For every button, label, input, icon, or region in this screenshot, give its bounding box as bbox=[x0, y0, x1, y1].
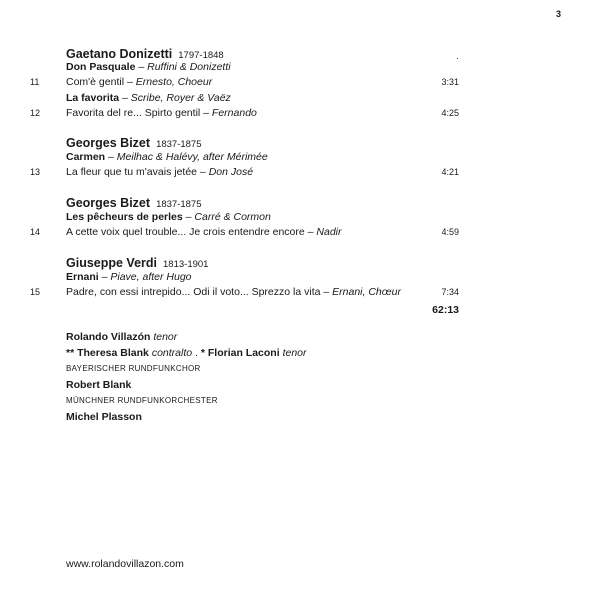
track-duration: 3:31 bbox=[441, 77, 459, 87]
composer-heading bbox=[66, 134, 202, 152]
track-role: Don José bbox=[208, 166, 254, 178]
credits bbox=[66, 329, 307, 425]
performer-name bbox=[66, 347, 149, 359]
dash: – bbox=[203, 107, 209, 119]
composer-dates: 1837-1875 bbox=[156, 199, 202, 210]
track-title-text: Com'è gentil bbox=[66, 76, 125, 88]
composer-name: Giuseppe Verdi bbox=[66, 256, 158, 270]
track-number: 14 bbox=[30, 227, 41, 237]
opera-title: Les pêcheurs de perles bbox=[66, 211, 183, 223]
credit-guest-soloists bbox=[66, 345, 307, 361]
orchestra-name: MÜNCHNER RUNDFUNKORCHESTER bbox=[66, 396, 218, 405]
librettist: Scribe, Royer & Vaëz bbox=[130, 92, 231, 104]
voice-type: tenor bbox=[282, 347, 307, 359]
asterisk-marker: * bbox=[200, 347, 208, 359]
track-role: Ernani, Chœur bbox=[332, 286, 402, 298]
track-title-text: Favorita del re... Spirto gentil bbox=[66, 107, 201, 119]
track-role: Nadir bbox=[316, 226, 342, 238]
dash: – bbox=[108, 151, 114, 163]
choir-name: BAYERISCHER RUNDFUNKCHOR bbox=[66, 364, 201, 373]
dash: – bbox=[138, 61, 145, 73]
opera-title: Don Pasquale bbox=[66, 61, 136, 73]
opera-title: La favorita bbox=[66, 92, 120, 104]
opera-line bbox=[66, 151, 268, 163]
composer-dates: 1797-1848 bbox=[178, 50, 224, 61]
voice-type: contralto bbox=[151, 347, 193, 359]
track-duration: 4:59 bbox=[441, 227, 459, 237]
dash: – bbox=[307, 226, 314, 238]
track-title-text: La fleur que tu m'avais jetée bbox=[66, 166, 197, 178]
dash: – bbox=[126, 76, 133, 88]
performer-name bbox=[201, 347, 280, 359]
track-number: 15 bbox=[30, 287, 41, 297]
credit-soloist bbox=[66, 329, 307, 345]
dash: – bbox=[101, 271, 108, 283]
composer-heading bbox=[66, 254, 208, 272]
track-row bbox=[0, 76, 600, 90]
track-title bbox=[66, 107, 257, 119]
track-number: 11 bbox=[30, 77, 40, 87]
opera-line bbox=[66, 92, 231, 104]
composer-dates: 1813-1901 bbox=[163, 259, 209, 270]
dash: – bbox=[185, 211, 192, 223]
track-row bbox=[0, 166, 600, 180]
dash: – bbox=[122, 92, 128, 104]
voice-type: tenor bbox=[153, 331, 178, 343]
chorus-master-name: Robert Blank bbox=[66, 379, 132, 391]
composer-name: Georges Bizet bbox=[66, 136, 151, 150]
track-title-text: Padre, con essi intrepido... Odi il voto... Sprezzo la vita bbox=[66, 286, 321, 298]
track-duration: 7:34 bbox=[441, 287, 459, 297]
performer-name: Rolando Villazón bbox=[66, 331, 151, 343]
track-title bbox=[66, 76, 212, 88]
separator: . bbox=[192, 347, 201, 359]
librettist: Piave, after Hugo bbox=[110, 271, 192, 283]
track-row bbox=[0, 226, 600, 240]
track-number: 12 bbox=[30, 108, 41, 118]
opera-line bbox=[66, 271, 192, 283]
track-duration: 4:25 bbox=[441, 108, 459, 118]
conductor-name: Michel Plasson bbox=[66, 411, 142, 423]
stray-mark: · bbox=[456, 53, 459, 63]
opera-line bbox=[66, 211, 271, 223]
librettist: Ruffini & Donizetti bbox=[147, 61, 231, 73]
page-number: 3 bbox=[556, 9, 562, 19]
opera-title: Carmen bbox=[66, 151, 106, 163]
dash: – bbox=[323, 286, 330, 298]
composer-heading bbox=[66, 194, 202, 212]
track-role: Ernesto, Choeur bbox=[135, 76, 213, 88]
track-title-text: A cette voix quel trouble... Je crois entendre encore bbox=[66, 226, 305, 238]
composer-name: Georges Bizet bbox=[66, 196, 151, 210]
total-time: 62:13 bbox=[432, 304, 459, 316]
track-number: 13 bbox=[30, 167, 41, 177]
opera-title: Ernani bbox=[66, 271, 99, 283]
track-row bbox=[0, 107, 600, 121]
track-role: Fernando bbox=[211, 107, 257, 119]
website-url: www.rolandovillazon.com bbox=[66, 558, 184, 570]
dash: – bbox=[199, 166, 206, 178]
track-title bbox=[66, 166, 253, 178]
performer-name-text: Florian Laconi bbox=[207, 347, 280, 359]
librettist: Meilhac & Halévy, after Mérimée bbox=[116, 151, 268, 163]
asterisk-marker: ** bbox=[66, 347, 78, 359]
track-duration: 4:21 bbox=[441, 167, 459, 177]
track-title bbox=[66, 226, 342, 238]
composer-name: Gaetano Donizetti bbox=[66, 47, 173, 61]
composer-dates: 1837-1875 bbox=[156, 139, 202, 150]
track-row bbox=[0, 286, 600, 300]
performer-name-text: Theresa Blank bbox=[77, 347, 149, 359]
opera-line bbox=[66, 61, 231, 73]
librettist: Carré & Cormon bbox=[194, 211, 271, 223]
track-title bbox=[66, 286, 401, 298]
